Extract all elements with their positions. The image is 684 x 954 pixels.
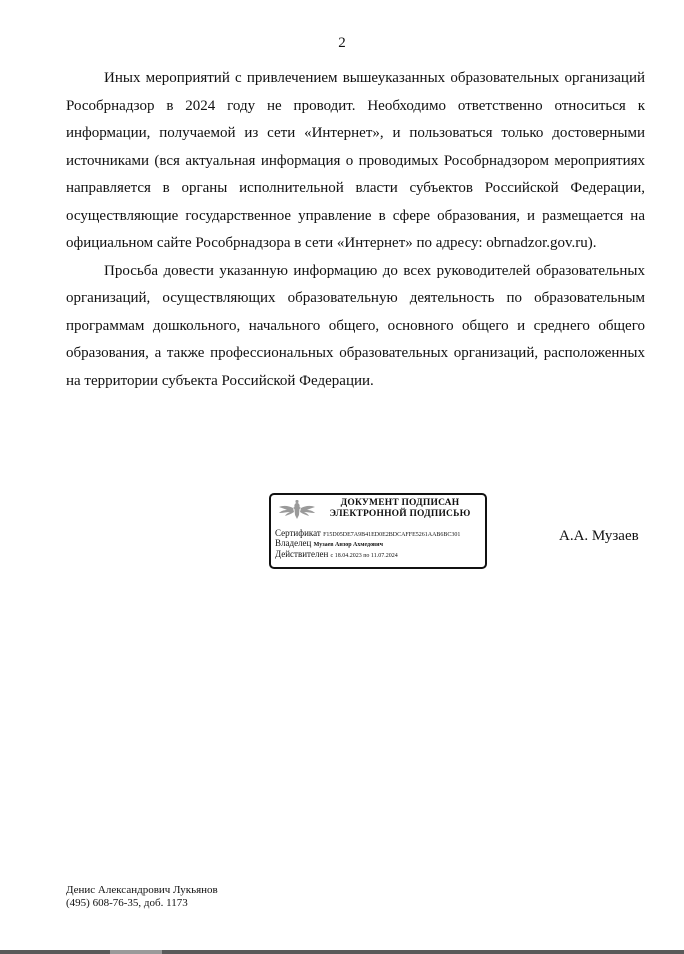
- certificate-label: Сертификат: [275, 528, 321, 538]
- owner-value: Музаев Анзор Ахмедович: [313, 542, 383, 548]
- certificate-value: F15D05DE7A9B41ED0E2BDCAFFE5261AAB6BC301: [323, 532, 461, 538]
- stamp-validity: [275, 549, 398, 562]
- page-number: 2: [338, 35, 346, 51]
- contact-name: Денис Александрович Лукьянов: [66, 884, 218, 896]
- valid-label: Действителен: [275, 549, 329, 559]
- contact-phone: (495) 608-76-35, доб. 1173: [66, 897, 188, 909]
- stamp-title-line-1: ДОКУМЕНТ ПОДПИСАН: [340, 498, 460, 508]
- paragraph-1: Иных мероприятий с привлечением вышеуказанных образовательных организаций Рособрнадзор в 2024 году не проводит. Необходимо ответственно относиться к информации, получаемой из сети «Интернет», и пользоваться только достоверными источниками (вся актуальная информация о проводимых Рособрнадзором мероприятиях направляется в органы исполнительной власти субъектов Российской Федерации, осуществляющие государственное управление в сфере образования, и размещается на официальном сайте Рособрнадзора в сети «Интернет» по адресу: obrnadzor.gov.ru).: [66, 70, 645, 251]
- contact-block: [66, 884, 218, 910]
- stamp-title-line-2: ЭЛЕКТРОННОЙ ПОДПИСЬЮ: [329, 509, 471, 519]
- electronic-signature-stamp: [269, 493, 487, 569]
- window-bottom-bar-segment: [110, 950, 162, 954]
- valid-value: с 18.04.2023 по 11.07.2024: [330, 553, 398, 559]
- paragraph-2: Просьба довести указанную информацию до всех руководителей образовательных организаций, осуществляющих образовательную деятельность по образовательным программам дошкольного, начального общего, основного общего и среднего общего образования, а также профессиональных образовательных организаций, расположенных на территории субъекта Российской Федерации.: [66, 262, 645, 389]
- letter-body: [66, 65, 645, 395]
- signer-name: А.А. Музаев: [559, 528, 639, 544]
- eagle-emblem-icon: [277, 499, 317, 523]
- owner-label: Владелец: [275, 538, 312, 548]
- window-bottom-bar: [0, 950, 684, 954]
- stamp-title: [315, 498, 485, 520]
